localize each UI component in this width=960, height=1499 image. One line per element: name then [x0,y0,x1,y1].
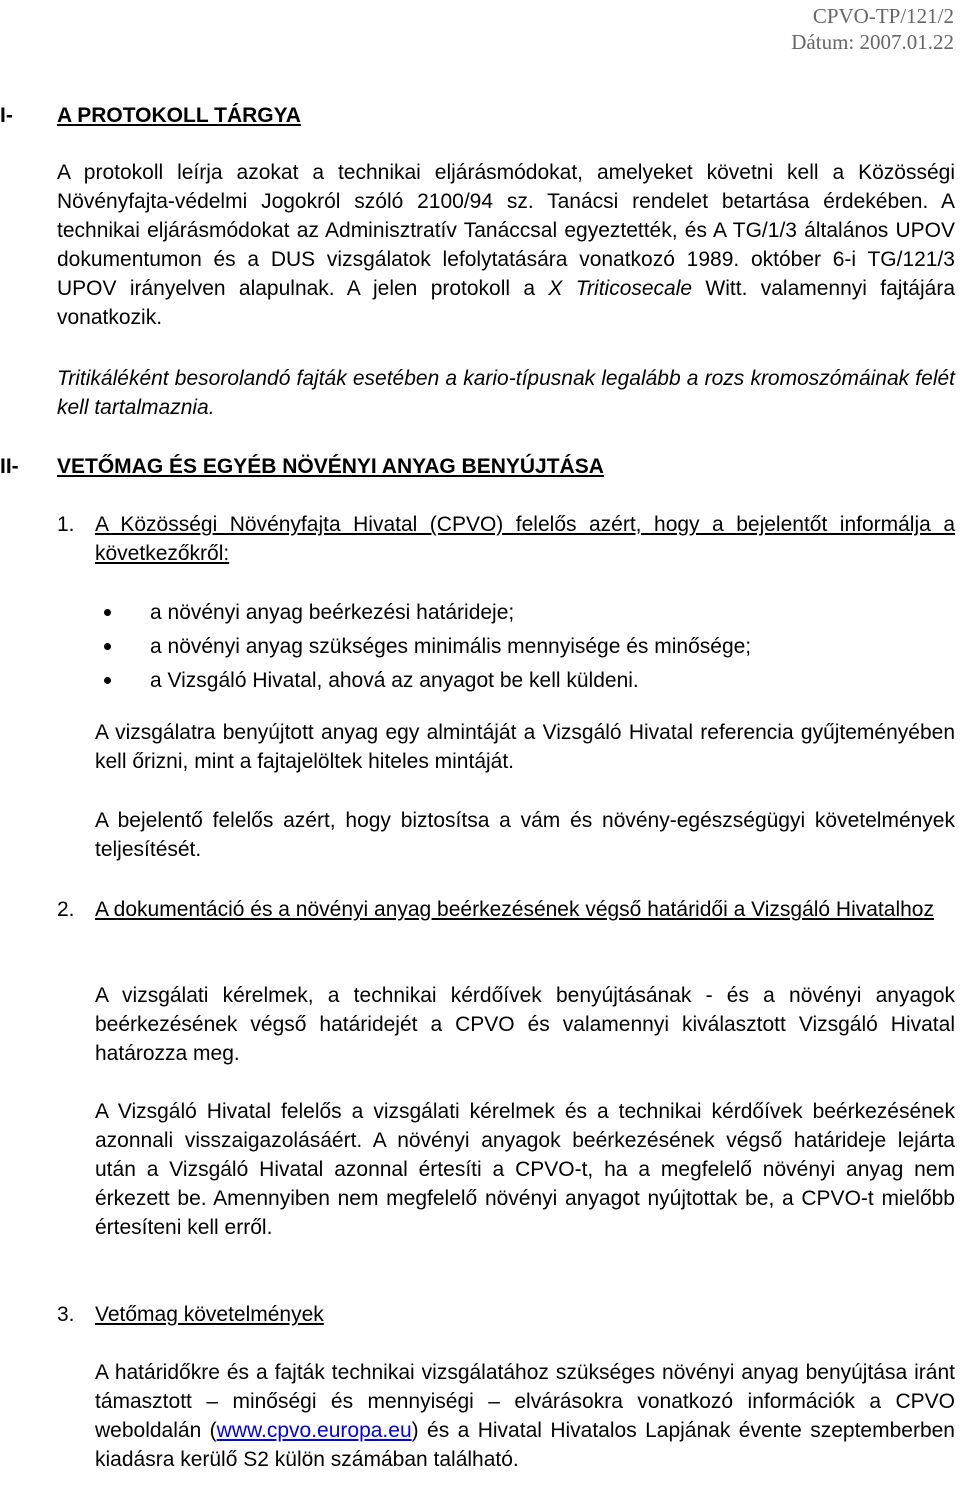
paragraph-text: A protokoll leírja azokat a technikai eljárásmódokat, amelyeket követni kell a Közösségi Növényfajta-védelmi Jogokról szóló 2100/94 sz. Tanácsi rendelet betartása érdekében. A technikai eljárásmódokat az Adminisztratív Tanáccsal egyeztették, és A TG/1/3 általános UPOV dokumentumon és a DUS vizsgálatok lefolytatására vonatkozó 1989. október 6-i TG/121/3 UPOV irányelven alapulnak. A jelen protokoll a [57,161,955,300]
paragraph-text: ) és a Hivatal Hivatalos Lapjának évente szeptemberben kiadásra kerülő S2 külön számában található. [95,1419,955,1471]
subsection-3-paragraph-1 [95,1358,955,1474]
cpvo-website-link[interactable]: www.cpvo.europa.eu [216,1419,412,1442]
subsection-1-paragraph-1: A vizsgálatra benyújtott anyag egy almintáját a Vizsgáló Hivatal referencia gyűjteményében kell őrizni, mint a fajtajelöltek hiteles mintáját. [95,721,955,773]
section-1-paragraph-2: Tritikáléként besorolandó fajták esetében a kario-típusnak legalább a rozs kromoszómáinak felét kell tartalmaznia. [57,367,955,419]
section-1-number: I- [0,104,13,127]
subsection-3-heading: Vetőmag követelmények [95,1303,324,1326]
subsection-3-number: 3. [57,1303,75,1326]
list-item [104,632,751,666]
bullet-icon [104,643,111,650]
subsection-2-paragraph-1: A vizsgálati kérelmek, a technikai kérdőívek benyújtásának - és a növényi anyagok beérkezésének végső határidejét a CPVO és valamennyi kiválasztott Vizsgáló Hivatal határozza meg. [95,984,955,1065]
subsection-1-paragraph-2: A bejelentő felelős azért, hogy biztosítsa a vám és növény-egészségügyi követelmények teljesítését. [95,809,955,861]
list-item-text: a Vizsgáló Hivatal, ahová az anyagot be kell küldeni. [150,669,639,692]
list-item-text: a növényi anyag beérkezési határideje; [150,601,515,624]
section-2-title: VETŐMAG ÉS EGYÉB NÖVÉNYI ANYAG BENYÚJTÁSA [57,455,604,478]
bullet-icon [104,677,111,684]
list-item-text: a növényi anyag szükséges minimális mennyisége és minősége; [150,635,752,658]
document-header [791,3,954,55]
subsection-1-number: 1. [57,513,75,536]
list-item [104,598,751,632]
bullet-icon [104,609,111,616]
subsection-1-heading: A Közösségi Növényfajta Hivatal (CPVO) felelős azért, hogy a bejelentőt informálja a következőkről: [95,513,955,565]
paragraph-text: Witt. valamennyi fajtájára vonatkozik. [57,277,955,329]
document-id: CPVO-TP/121/2 [812,4,954,28]
subsection-2-heading: A dokumentáció és a növényi anyag beérkezésének végső határidői a Vizsgáló Hivatalhoz [95,898,934,921]
section-1-title: A PROTOKOLL TÁRGYA [57,104,301,127]
subsection-2-paragraph-2: A Vizsgáló Hivatal felelős a vizsgálati kérelmek és a technikai kérdőívek beérkezésének azonnali visszaigazolásáért. A növényi anyagok beérkezésének végső határideje lejárta után a Vizsgáló Hivatal azonnal értesíti a CPVO-t, ha a megfelelő növényi anyag nem érkezett be. Amennyiben nem megfelelő növényi anyagot nyújtottak be, a CPVO-t mielőbb értesíteni kell erről. [95,1100,955,1239]
species-name: X Triticosecale [548,277,693,300]
paragraph-text: A határidőkre és a fajták technikai vizsgálatához szükséges növényi anyag benyújtása iránt támasztott – minőségi és mennyiségi – elvárásokra vonatkozó információk a CPVO weboldalán ( [95,1361,955,1442]
section-2-number: II- [0,455,19,478]
document-date: Dátum: 2007.01.22 [791,30,954,54]
requirements-list [104,598,751,700]
section-1-paragraph-1 [57,158,955,332]
subsection-2-number: 2. [57,898,75,921]
list-item [104,666,751,700]
